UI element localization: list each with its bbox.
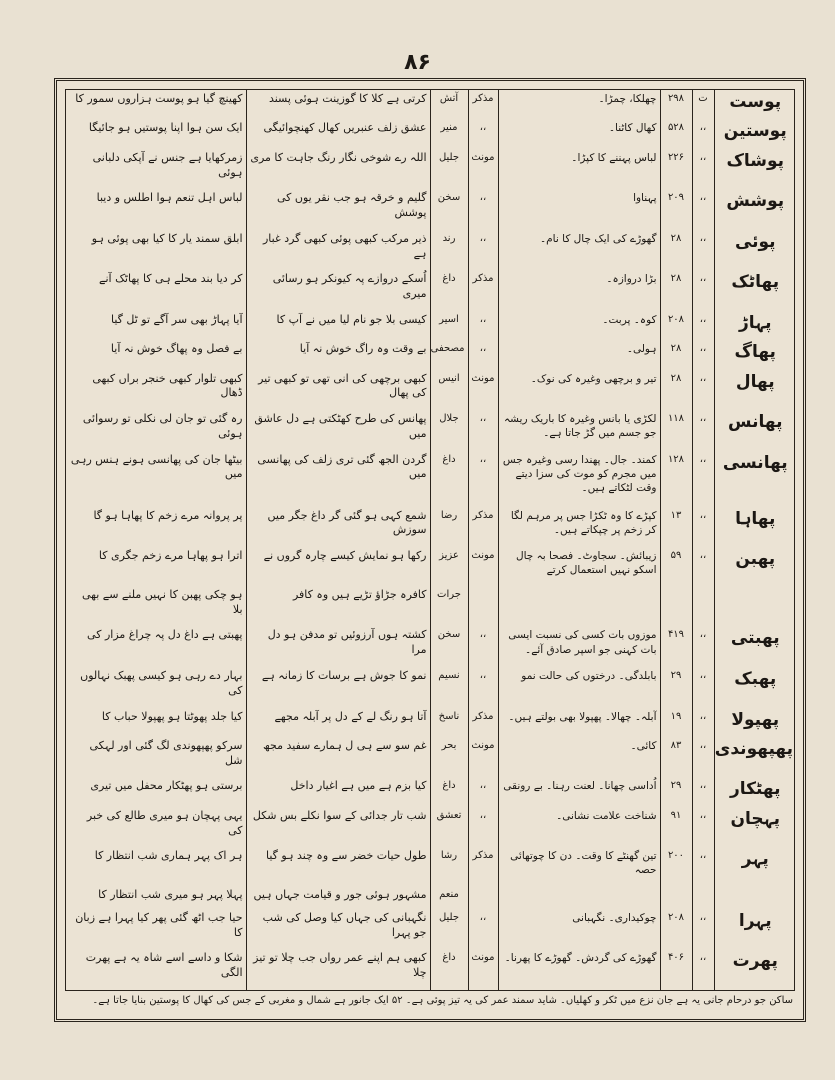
column-mark: ،،	[692, 370, 714, 411]
table-row	[66, 847, 796, 886]
meaning: لباس پہننے کا کپڑا۔	[498, 149, 660, 190]
gender: ،،	[468, 667, 498, 708]
column-mark: ،،	[692, 909, 714, 950]
verse-line-1: بے وقت وہ راگ خوش نہ آیا	[246, 340, 430, 369]
footnote: ساکن جو درحام جانی یہ ہے جان نزع میں ٹکر و کھلیاں۔ شاید سمند عمر کی یہ تیز پوئی ہے۔ ۵۲ ایک جانور ہے شمال و مغربی کے جس کی کھال کا پوستین بنایا جاتا ہے۔	[92, 995, 793, 1006]
table-row	[66, 451, 796, 507]
meaning: کوہ۔ پربت۔	[498, 311, 660, 340]
verse-line-2: شکا و داسے اسے شاہ یہ ہے پھرت الگی	[85, 951, 243, 980]
headword: پھال	[714, 370, 796, 411]
headword: پہچان	[714, 807, 796, 848]
table-row	[66, 370, 796, 411]
headword: پھرت	[714, 949, 796, 990]
table-row	[66, 270, 796, 311]
gender: ،،	[468, 807, 498, 848]
headword: پھاہا	[714, 507, 796, 548]
poet-name: سخن	[430, 189, 468, 230]
poet-name: داغ	[430, 777, 468, 806]
headword: پوشش	[714, 189, 796, 230]
column-mark	[692, 886, 714, 909]
verse-line-1: شمع کہی ہو گئی گر داغ جگر میں سوزش	[246, 507, 430, 548]
gender: مونث	[468, 149, 498, 190]
verse-line-1: اُسکے دروازے پہ کیونکر ہو رسائی میری	[246, 270, 430, 311]
column-mark: ،،	[692, 777, 714, 806]
column-mark: ،،	[692, 807, 714, 848]
table-row	[66, 340, 796, 369]
meaning: کھال کاٹنا۔	[498, 119, 660, 148]
reference-number: ۹۱	[660, 807, 692, 848]
gender: مذکر	[468, 90, 498, 119]
poet-name: مصحفی	[430, 340, 468, 369]
reference-number: ۱۲۸	[660, 451, 692, 507]
meaning: گھوڑے کی ایک چال کا نام۔	[498, 230, 660, 271]
poet-name: جلیل	[430, 909, 468, 950]
verse-line-2: بہار دے رہی ہو کیسی پھبک نہالوں کی	[80, 669, 243, 697]
reference-number: ۸۳	[660, 737, 692, 778]
reference-number	[660, 886, 692, 909]
column-mark: ت	[692, 90, 714, 119]
poet-name: منعم	[430, 886, 468, 909]
verse-line-1: گلیم و خرقہ ہو جب نقر یوں کی پوشش	[246, 189, 430, 230]
meaning: بڑا دروازہ۔	[498, 270, 660, 311]
meaning: کائی۔	[498, 737, 660, 778]
dictionary-table	[66, 90, 796, 990]
verse-line-1: گردن الجھ گئی تری زلف کی پھانسی میں	[246, 451, 430, 507]
column-mark: ،،	[692, 626, 714, 667]
reference-number: ۲۰۸	[660, 311, 692, 340]
reference-number: ۵۲۸	[660, 119, 692, 148]
table-row	[66, 547, 796, 586]
reference-number: ۲۰۸	[660, 909, 692, 950]
poet-name: جرات	[430, 586, 468, 627]
headword: پوستین	[714, 119, 796, 148]
verse-line-1: نمو کا جوش ہے برسات کا زمانہ ہے	[246, 667, 430, 708]
table-row	[66, 189, 796, 230]
headword: پوشاک	[714, 149, 796, 190]
poet-name: رشا	[430, 847, 468, 886]
table-row	[66, 777, 796, 806]
table-row	[66, 708, 796, 737]
reference-number: ۲۸	[660, 370, 692, 411]
verse-line-1: طول حیات خضر سے وہ چند ہو گیا	[246, 847, 430, 886]
reference-number: ۲۰۹	[660, 189, 692, 230]
column-mark: ،،	[692, 451, 714, 507]
gender: ،،	[468, 189, 498, 230]
dictionary-rows	[66, 90, 796, 990]
headword: پھبن	[714, 547, 796, 586]
reference-number: ۲۹	[660, 667, 692, 708]
headword: پوست	[714, 90, 796, 119]
poet-name: نسیم	[430, 667, 468, 708]
gender: مونث	[468, 737, 498, 778]
meaning: پہناوا	[498, 189, 660, 230]
headword	[714, 586, 796, 627]
meaning: کمند۔ جال۔ پھندا رسی وغیرہ جس میں مجرم کو موت کی سزا دیتے وقت لٹکاتے ہیں۔	[498, 451, 660, 507]
reference-number: ۴۰۶	[660, 949, 692, 990]
poet-name: اسیر	[430, 311, 468, 340]
meaning: زیبائش۔ سجاوٹ۔ فصحا بہ چال اسکو نہیں استعمال کرتے	[498, 547, 660, 586]
column-mark: ،،	[692, 949, 714, 990]
headword: پھاگ	[714, 340, 796, 369]
reference-number: ۲۸	[660, 270, 692, 311]
gender: مونث	[468, 547, 498, 586]
verse-line-1: کشتہ ہوں آرزوئیں تو مدفن ہو دل مرا	[246, 626, 430, 667]
reference-number: ۲۰۰	[660, 847, 692, 886]
verse-line-2: رہ گئی تو جان لی نکلی تو رسوائی ہوئی	[82, 412, 243, 440]
table-row	[66, 909, 796, 950]
meaning: گھوڑے کی گردش۔ گھوڑے کا پھرنا۔	[498, 949, 660, 990]
verse-line-2: ایک سن ہوا اپنا پوستیں ہو جائیگا	[88, 121, 243, 135]
meaning: لکڑی یا بانس وغیرہ کا باریک ریشہ جو جسم میں گڑ جاتا ہے۔	[498, 410, 660, 451]
gender: مذکر	[468, 847, 498, 886]
column-mark: ،،	[692, 507, 714, 548]
meaning: تیر و برچھی وغیرہ کی نوک۔	[498, 370, 660, 411]
verse-line-1: غم سو سے ہی ل ہمارے سفید مجھ	[246, 737, 430, 778]
meaning	[498, 886, 660, 909]
verse-line-1: پھانس کی طرح کھٹکتی ہے دل عاشق میں	[246, 410, 430, 451]
column-mark	[692, 586, 714, 627]
verse-line-1: کرتی ہے کلا کا گوزینت ہوئی پسند	[246, 90, 430, 119]
table-row	[66, 667, 796, 708]
poet-name: سخن	[430, 626, 468, 667]
poet-name: جلال	[430, 410, 468, 451]
headword: پھاٹک	[714, 270, 796, 311]
verse-line-2: کیا جلد پھوٹتا ہو پھپولا حباب کا	[101, 709, 243, 723]
column-mark: ،،	[692, 708, 714, 737]
verse-line-1: کافرہ جڑاؤ تڑیے ہیں وہ کافر	[246, 586, 430, 627]
column-mark: ،،	[692, 230, 714, 271]
headword: پھبک	[714, 667, 796, 708]
table-row	[66, 737, 796, 778]
gender: ،،	[468, 230, 498, 271]
meaning: موزوں بات کسی کی نسبت ایسی بات کہنی جو اسپر صادق آئے۔	[498, 626, 660, 667]
reference-number: ۱۳	[660, 507, 692, 548]
column-mark: ،،	[692, 311, 714, 340]
table-row	[66, 410, 796, 451]
meaning: تین گھنٹے کا وقت۔ دن کا چوتھائی حصہ	[498, 847, 660, 886]
headword: پہرا	[714, 909, 796, 950]
table-row	[66, 807, 796, 848]
table-row	[66, 230, 796, 271]
column-mark: ،،	[692, 119, 714, 148]
verse-line-2: پر پروانہ مرے زخم کا پھاہا ہو گا	[93, 508, 243, 522]
table-row	[66, 949, 796, 990]
verse-line-1: اللہ رے شوخی نگار رنگ جاہت کا مری	[246, 149, 430, 190]
gender	[468, 886, 498, 909]
dictionary-table-wrap	[65, 89, 795, 991]
verse-line-2: سرکو پھپھوندی لگ گئی اور لہکی شل	[89, 738, 243, 767]
reference-number: ۱۹	[660, 708, 692, 737]
reference-number: ۴۱۹	[660, 626, 692, 667]
gender: ،،	[468, 311, 498, 340]
poet-name: عزیز	[430, 547, 468, 586]
poet-name: آتش	[430, 90, 468, 119]
column-mark: ،،	[692, 410, 714, 451]
column-mark: ،،	[692, 667, 714, 708]
column-mark: ،،	[692, 189, 714, 230]
verse-line-1: کبھی ہم اپنے عمر رواں جب چلا تو تیز چلا	[246, 949, 430, 990]
poet-name: داغ	[430, 451, 468, 507]
verse-line-2: ابلق سمند یار کا کیا بھی پوئی ہو	[91, 231, 243, 245]
reference-number: ۲۹۸	[660, 90, 692, 119]
poet-name: داغ	[430, 949, 468, 990]
poet-name: تعشق	[430, 807, 468, 848]
gender: مذکر	[468, 708, 498, 737]
reference-number: ۱۱۸	[660, 410, 692, 451]
verse-line-2: کھینچ گیا ہو پوست ہزاروں سمور کا	[75, 92, 243, 105]
verse-line-1: کیسی بلا جو نام لیا میں نے آپ کا	[246, 311, 430, 340]
meaning: بابلدگی۔ درختوں کی حالت نمو	[498, 667, 660, 708]
column-mark: ،،	[692, 737, 714, 778]
headword: پھبتی	[714, 626, 796, 667]
meaning	[498, 586, 660, 627]
table-row	[66, 586, 796, 627]
poet-name: جلیل	[430, 149, 468, 190]
verse-line-1: نگہبانی کی جہاں کیا وصل کی شب جو پہرا	[246, 909, 430, 950]
verse-line-1: شب تار جدائی کے سوا نکلے بس شکل	[246, 807, 430, 848]
table-row	[66, 886, 796, 909]
verse-line-2: لباس اہل تنعم ہوا اطلس و دیبا	[96, 191, 243, 205]
column-mark: ،،	[692, 847, 714, 886]
headword: پھانس	[714, 410, 796, 451]
verse-line-2: پھبتی ہے داغ دل پہ چراغ مزار کی	[87, 628, 243, 642]
verse-line-2: کر دیا بند محلے ہی کا پھاٹک آنے	[99, 272, 243, 286]
verse-line-1: مشہور ہوئی جور و قیامت جہاں ہیں	[246, 886, 430, 909]
verse-line-2: آیا پہاڑ بھی سر آگے تو ٹل گیا	[111, 312, 243, 326]
page-number: ۸۶	[404, 50, 431, 75]
meaning: آبلہ۔ چھالا۔ پھپولا بھی بولتے ہیں۔	[498, 708, 660, 737]
meaning: کپڑے کا وہ ٹکڑا جس پر مرہم لگا کر زخم پر چپکاتے ہیں۔	[498, 507, 660, 548]
headword: پھپھوندی	[714, 737, 796, 778]
gender: مذکر	[468, 270, 498, 311]
verse-line-1: کیا بزم ہے میں ہے اغیار داخل	[246, 777, 430, 806]
column-mark: ،،	[692, 547, 714, 586]
meaning: چھلکا، چمڑا۔	[498, 90, 660, 119]
page-frame	[54, 78, 806, 1022]
poet-name: داغ	[430, 270, 468, 311]
verse-line-1: ذیر مرکب کبھی پوئی کبھی گرد غبار ہے	[246, 230, 430, 271]
verse-line-2: ہر اک پہر ہماری شب انتظار کا	[94, 849, 243, 863]
gender: ،،	[468, 777, 498, 806]
gender: ،،	[468, 119, 498, 148]
reference-number: ۲۲۶	[660, 149, 692, 190]
poet-name: رضا	[430, 507, 468, 548]
meaning: شناخت علامت نشانی۔	[498, 807, 660, 848]
reference-number: ۲۸	[660, 340, 692, 369]
table-row	[66, 119, 796, 148]
verse-line-2: زمرکھایا ہے جنس نے آپکی دلبانی ہوئی	[92, 150, 243, 179]
headword: پھانسی	[714, 451, 796, 507]
verse-line-2: ہو چکی پھبن کا نہیں ملنے سے بھی بلا	[81, 587, 243, 616]
reference-number: ۲۸	[660, 230, 692, 271]
headword: پہر	[714, 847, 796, 886]
poet-name: انیس	[430, 370, 468, 411]
table-row	[66, 311, 796, 340]
table-row	[66, 149, 796, 190]
verse-line-2: یہی پہچان ہو میری طالع کی خبر کی	[86, 808, 243, 837]
verse-line-2: بیٹھا جان کی پھانسی ہونے ہنس رہی میں	[70, 452, 243, 481]
verse-line-2: اترا ہو پھاہا مرے زخم جگری کا	[98, 549, 243, 563]
table-row	[66, 626, 796, 667]
gender: مونث	[468, 370, 498, 411]
verse-line-2: کبھی تلوار کبھی خنجر براں کبھی ڈھال	[92, 371, 243, 400]
column-mark: ،،	[692, 340, 714, 369]
poet-name: منیر	[430, 119, 468, 148]
headword: پوئی	[714, 230, 796, 271]
verse-line-1: رکھا ہو نمایش کیسے چارہ گروں نے	[246, 547, 430, 586]
gender: مذکر	[468, 507, 498, 548]
table-row	[66, 507, 796, 548]
verse-line-1: آتا ہو رنگ لے کے دل پر آبلہ مجھے	[246, 708, 430, 737]
verse-line-2: پہلا پہر ہو میری شب انتظار کا	[98, 888, 243, 902]
poet-name: بحر	[430, 737, 468, 778]
poet-name: ناسخ	[430, 708, 468, 737]
gender: ،،	[468, 340, 498, 369]
poet-name: رند	[430, 230, 468, 271]
verse-line-2: بے فصل وہ پھاگ خوش نہ آیا	[110, 342, 243, 356]
gender: ،،	[468, 410, 498, 451]
gender: مونث	[468, 949, 498, 990]
gender: ،،	[468, 626, 498, 667]
table-row	[66, 90, 796, 119]
headword: پہاڑ	[714, 311, 796, 340]
headword: پھپولا	[714, 708, 796, 737]
meaning: چوکیداری۔ نگہبانی	[498, 909, 660, 950]
column-mark: ،،	[692, 149, 714, 190]
verse-line-2: برستی ہو پھٹکار محفل میں تیری	[90, 779, 243, 793]
verse-line-1: عشق زلف عنبریں کھال کھنچوائیگی	[246, 119, 430, 148]
reference-number	[660, 586, 692, 627]
headword: پھٹکار	[714, 777, 796, 806]
gender	[468, 586, 498, 627]
meaning: اُداسی چھانا۔ لعنت رہنا۔ بے رونقی	[498, 777, 660, 806]
verse-line-1: کبھی برچھی کی انی تھی تو کبھی تیر کی پھال	[246, 370, 430, 411]
gender: ،،	[468, 909, 498, 950]
meaning: ہولی۔	[498, 340, 660, 369]
verse-line-2: حیا جب اٹھ گئی پھر کیا پہرا ہے زبان کا	[75, 910, 243, 939]
headword	[714, 886, 796, 909]
reference-number: ۲۹	[660, 777, 692, 806]
gender: ،،	[468, 451, 498, 507]
reference-number: ۵۹	[660, 547, 692, 586]
column-mark: ،،	[692, 270, 714, 311]
